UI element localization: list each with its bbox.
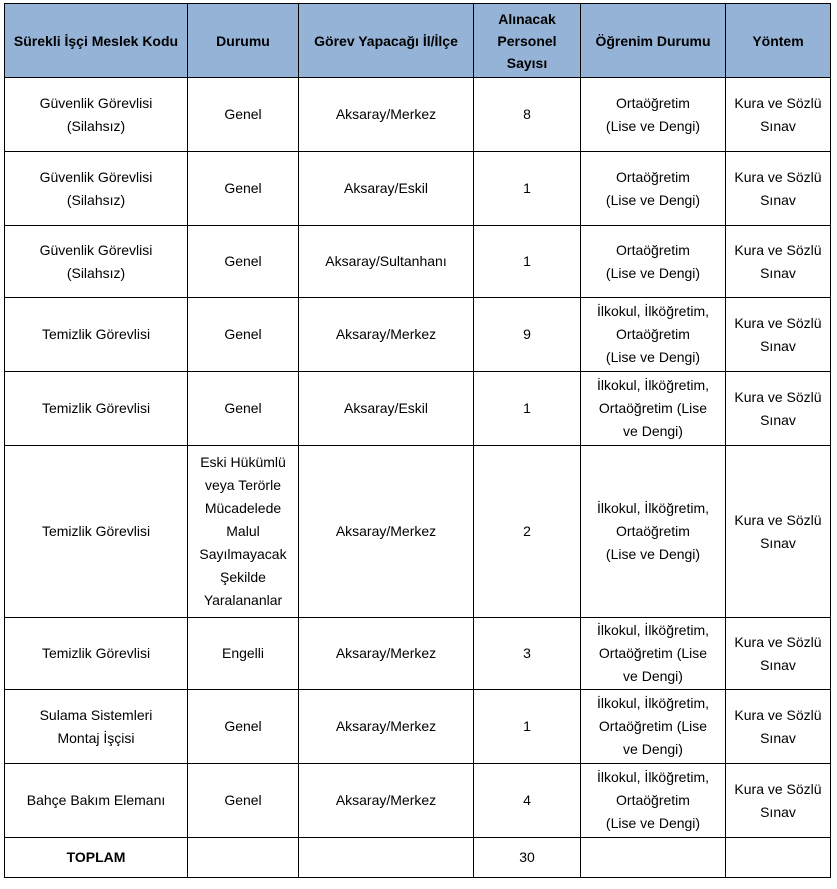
sayi-cell: 1 xyxy=(474,690,581,764)
table-row xyxy=(5,764,831,838)
ogrenim-cell-line: (Lise ve Dengi) xyxy=(605,264,701,281)
durum-cell-line: Genel xyxy=(224,106,262,122)
durum-cell xyxy=(188,78,299,152)
durum-cell-line: Malul xyxy=(226,523,260,539)
ogrenim-cell xyxy=(581,764,726,838)
ogrenim-cell-line: ve Dengi) xyxy=(623,423,683,439)
ogrenim-cell-line: Ortaöğretim xyxy=(616,792,690,808)
sayi-cell: 8 xyxy=(474,78,581,152)
meslek-cell xyxy=(5,372,188,446)
yontem-cell xyxy=(726,372,831,446)
ogrenim-cell-line: Ortaöğretim xyxy=(616,523,690,539)
durum-cell-line: Genel xyxy=(224,792,262,808)
sayi-cell: 1 xyxy=(474,372,581,446)
personnel-table xyxy=(4,3,831,878)
yer-cell: Aksaray/Eskil xyxy=(299,152,474,226)
table-row xyxy=(5,690,831,764)
yontem-cell-line: Kura ve Sözlü xyxy=(734,633,822,650)
header-yontem: Yöntem xyxy=(726,4,831,78)
table-row xyxy=(5,226,831,298)
meslek-cell xyxy=(5,618,188,690)
table-row xyxy=(5,78,831,152)
meslek-cell-line: Bahçe Bakım Elemanı xyxy=(26,792,166,808)
total-empty-cell xyxy=(188,838,299,878)
sayi-cell: 2 xyxy=(474,446,581,618)
ogrenim-cell-line: Ortaöğretim (Lise xyxy=(598,645,708,661)
durum-cell-line: Genel xyxy=(224,326,262,342)
table-row xyxy=(5,446,831,618)
sayi-cell: 4 xyxy=(474,764,581,838)
total-empty-cell xyxy=(726,838,831,878)
durum-cell xyxy=(188,446,299,618)
header-row xyxy=(5,4,831,78)
durum-cell-line: Yaralananlar xyxy=(203,592,283,608)
ogrenim-cell xyxy=(581,618,726,690)
total-label: TOPLAM xyxy=(5,838,188,878)
header-ogrenim: Öğrenim Durumu xyxy=(581,4,726,78)
yontem-cell xyxy=(726,618,831,690)
yontem-cell xyxy=(726,78,831,152)
meslek-cell xyxy=(5,298,188,372)
sayi-cell: 1 xyxy=(474,226,581,298)
sayi-cell: 9 xyxy=(474,298,581,372)
yontem-cell xyxy=(726,226,831,298)
yontem-cell xyxy=(726,152,831,226)
table-row xyxy=(5,152,831,226)
header-sayi: Alınacak Personel Sayısı xyxy=(474,4,581,78)
meslek-cell-line: (Silahsız) xyxy=(66,191,126,208)
ogrenim-cell xyxy=(581,152,726,226)
yontem-cell-line: Sınav xyxy=(760,729,796,746)
ogrenim-cell xyxy=(581,372,726,446)
header-yer: Görev Yapacağı İl/İlçe xyxy=(299,4,474,78)
meslek-cell-line: Güvenlik Görevlisi xyxy=(39,94,153,111)
ogrenim-cell-line: İlkokul, İlköğretim, xyxy=(596,622,710,638)
yontem-cell-line: Kura ve Sözlü xyxy=(734,94,822,111)
ogrenim-cell-line: Ortaöğretim xyxy=(616,94,690,111)
yontem-cell-line: Kura ve Sözlü xyxy=(734,511,822,528)
ogrenim-cell-line: Ortaöğretim (Lise xyxy=(598,718,708,734)
yontem-cell-line: Sınav xyxy=(760,337,796,354)
durum-cell xyxy=(188,298,299,372)
meslek-cell xyxy=(5,152,188,226)
yontem-cell-line: Kura ve Sözlü xyxy=(734,706,822,723)
table-row xyxy=(5,298,831,372)
durum-cell xyxy=(188,690,299,764)
meslek-cell-line: Güvenlik Görevlisi xyxy=(39,168,153,185)
ogrenim-cell-line: İlkokul, İlköğretim, xyxy=(596,303,710,319)
total-row xyxy=(5,838,831,878)
durum-cell xyxy=(188,226,299,298)
meslek-cell-line: (Silahsız) xyxy=(66,264,126,281)
ogrenim-cell-line: (Lise ve Dengi) xyxy=(605,191,701,208)
meslek-cell-line: Temizlik Görevlisi xyxy=(41,326,151,342)
yontem-cell-line: Sınav xyxy=(760,656,796,673)
yer-cell: Aksaray/Sultanhanı xyxy=(299,226,474,298)
total-empty-cell xyxy=(299,838,474,878)
header-durum: Durumu xyxy=(188,4,299,78)
yer-cell: Aksaray/Merkez xyxy=(299,764,474,838)
yontem-cell-line: Kura ve Sözlü xyxy=(734,241,822,258)
ogrenim-cell-line: ve Dengi) xyxy=(623,741,683,757)
yer-cell: Aksaray/Merkez xyxy=(299,690,474,764)
ogrenim-cell-line: (Lise ve Dengi) xyxy=(605,349,701,365)
yontem-cell-line: Kura ve Sözlü xyxy=(734,314,822,331)
meslek-cell-line: Sulama Sistemleri xyxy=(39,706,153,723)
yontem-cell-line: Sınav xyxy=(760,264,796,281)
durum-cell-line: Şekilde xyxy=(220,569,266,585)
ogrenim-cell xyxy=(581,690,726,764)
total-empty-cell xyxy=(581,838,726,878)
yontem-cell xyxy=(726,690,831,764)
ogrenim-cell-line: Ortaöğretim xyxy=(616,241,690,258)
ogrenim-cell xyxy=(581,78,726,152)
ogrenim-cell-line: Ortaöğretim xyxy=(616,326,690,342)
yontem-cell-line: Sınav xyxy=(760,803,796,820)
ogrenim-cell-line: (Lise ve Dengi) xyxy=(605,815,701,831)
durum-cell-line: Genel xyxy=(224,718,262,734)
yontem-cell xyxy=(726,446,831,618)
yontem-cell-line: Kura ve Sözlü xyxy=(734,780,822,797)
durum-cell xyxy=(188,618,299,690)
meslek-cell-line: Temizlik Görevlisi xyxy=(41,523,151,539)
yer-cell: Aksaray/Eskil xyxy=(299,372,474,446)
durum-cell-line: Genel xyxy=(224,253,262,269)
ogrenim-cell-line: (Lise ve Dengi) xyxy=(605,117,701,134)
table-row xyxy=(5,372,831,446)
meslek-cell xyxy=(5,226,188,298)
yer-cell: Aksaray/Merkez xyxy=(299,298,474,372)
header-meslek: Sürekli İşçi Meslek Kodu xyxy=(5,4,188,78)
meslek-cell xyxy=(5,78,188,152)
ogrenim-cell xyxy=(581,298,726,372)
ogrenim-cell-line: İlkokul, İlköğretim, xyxy=(596,500,710,516)
yontem-cell-line: Kura ve Sözlü xyxy=(734,388,822,405)
meslek-cell xyxy=(5,690,188,764)
durum-cell-line: Genel xyxy=(224,400,262,416)
sayi-cell: 3 xyxy=(474,618,581,690)
yontem-cell-line: Sınav xyxy=(760,117,796,134)
yontem-cell xyxy=(726,298,831,372)
durum-cell-line: Engelli xyxy=(221,645,265,661)
durum-cell xyxy=(188,764,299,838)
ogrenim-cell xyxy=(581,446,726,618)
yontem-cell-line: Kura ve Sözlü xyxy=(734,168,822,185)
meslek-cell xyxy=(5,446,188,618)
ogrenim-cell-line: İlkokul, İlköğretim, xyxy=(596,769,710,785)
durum-cell xyxy=(188,152,299,226)
yer-cell: Aksaray/Merkez xyxy=(299,78,474,152)
yer-cell: Aksaray/Merkez xyxy=(299,446,474,618)
ogrenim-cell-line: Ortaöğretim (Lise xyxy=(598,400,708,416)
ogrenim-cell-line: İlkokul, İlköğretim, xyxy=(596,695,710,711)
durum-cell-line: Sayılmayacak xyxy=(199,546,287,562)
sayi-cell: 1 xyxy=(474,152,581,226)
yontem-cell-line: Sınav xyxy=(760,411,796,428)
ogrenim-cell-line: Ortaöğretim xyxy=(616,168,690,185)
meslek-cell-line: Güvenlik Görevlisi xyxy=(39,241,153,258)
durum-cell-line: Mücadelede xyxy=(204,500,282,516)
yontem-cell xyxy=(726,764,831,838)
ogrenim-cell xyxy=(581,226,726,298)
meslek-cell-line: Temizlik Görevlisi xyxy=(41,400,151,416)
durum-cell-line: Eski Hükümlü xyxy=(200,454,286,470)
ogrenim-cell-line: ve Dengi) xyxy=(623,668,683,684)
durum-cell xyxy=(188,372,299,446)
yontem-cell-line: Sınav xyxy=(760,191,796,208)
meslek-cell-line: Temizlik Görevlisi xyxy=(41,645,151,661)
meslek-cell-line: Montaj İşçisi xyxy=(57,729,135,746)
durum-cell-line: Genel xyxy=(224,180,262,196)
meslek-cell xyxy=(5,764,188,838)
ogrenim-cell-line: (Lise ve Dengi) xyxy=(605,546,701,562)
yer-cell: Aksaray/Merkez xyxy=(299,618,474,690)
yontem-cell-line: Sınav xyxy=(760,534,796,551)
meslek-cell-line: (Silahsız) xyxy=(66,117,126,134)
table-row xyxy=(5,618,831,690)
total-value: 30 xyxy=(474,838,581,878)
ogrenim-cell-line: İlkokul, İlköğretim, xyxy=(596,377,710,393)
durum-cell-line: veya Terörle xyxy=(204,477,281,493)
